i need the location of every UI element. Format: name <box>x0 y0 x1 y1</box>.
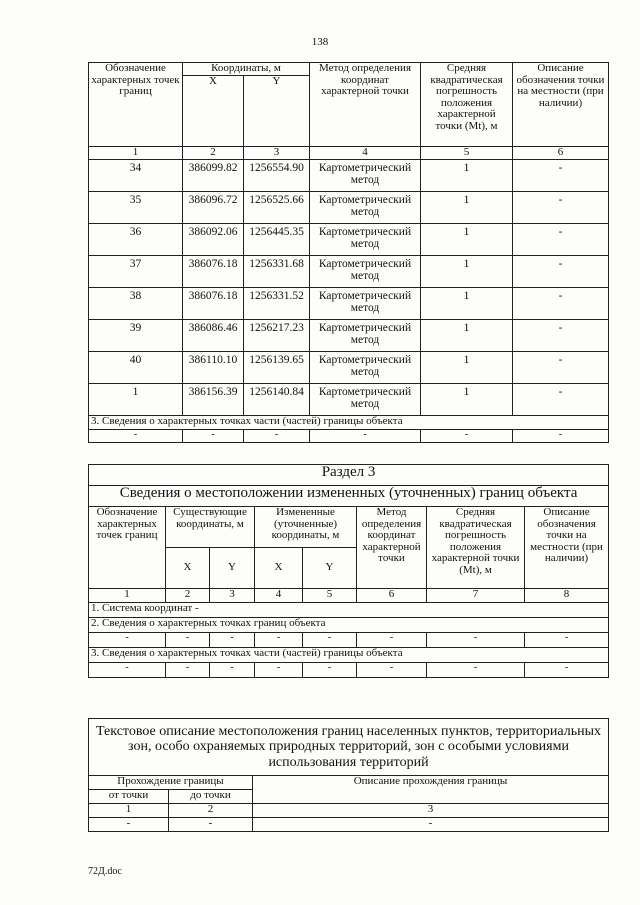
dash-cell: - <box>421 430 513 443</box>
error-cell: 1 <box>421 384 513 416</box>
footer-filename: 72Д.doc <box>88 866 122 877</box>
dash-cell: - <box>357 663 427 678</box>
method-cell: Картометрический метод <box>310 192 421 224</box>
dash-cell: - <box>255 663 303 678</box>
header-method: Метод определения координат характерной точки <box>310 63 421 147</box>
header-y: Y <box>303 548 357 589</box>
table-row <box>89 160 609 192</box>
coord-y: 1256554.90 <box>244 160 310 192</box>
dash-cell: - <box>89 663 166 678</box>
header-to-point: до точки <box>169 790 253 804</box>
coord-y: 1256331.68 <box>244 256 310 288</box>
section-label: 2. Сведения о характерных точках границ объекта <box>89 618 609 633</box>
point-number: 36 <box>89 224 183 256</box>
coord-x: 386076.18 <box>183 288 244 320</box>
header-x: X <box>183 76 244 147</box>
dash-cell: - <box>169 818 253 832</box>
col-number: 2 <box>166 589 210 603</box>
coord-x: 386156.39 <box>183 384 244 416</box>
dash-cell: - <box>89 633 166 648</box>
table-row <box>89 320 609 352</box>
header-x: X <box>166 548 210 589</box>
coord-y: 1256331.52 <box>244 288 310 320</box>
header-passage: Прохождение границы <box>89 776 253 790</box>
method-cell: Картометрический метод <box>310 224 421 256</box>
col-number: 8 <box>525 589 609 603</box>
dash-cell: - <box>255 633 303 648</box>
text-description-title: Текстовое описание местоположения границ населенных пунктов, территориальных зон, особо охраняемых природных территорий, зон с особыми условиями использования территорий <box>89 719 609 776</box>
method-cell: Картометрический метод <box>310 160 421 192</box>
col-number: 3 <box>244 147 310 160</box>
table-row <box>89 224 609 256</box>
error-cell: 1 <box>421 288 513 320</box>
error-cell: 1 <box>421 192 513 224</box>
col-number: 3 <box>210 589 255 603</box>
boundary-points-table <box>88 62 609 443</box>
header-y: Y <box>244 76 310 147</box>
coord-x: 386076.18 <box>183 256 244 288</box>
col-number: 6 <box>513 147 609 160</box>
error-cell: 1 <box>421 224 513 256</box>
col-number: 3 <box>253 804 609 818</box>
dash-cell: - <box>183 430 244 443</box>
description-cell: - <box>513 384 609 416</box>
method-cell: Картометрический метод <box>310 256 421 288</box>
col-number: 4 <box>255 589 303 603</box>
dash-cell: - <box>166 663 210 678</box>
col-number: 7 <box>427 589 525 603</box>
header-passage-description: Описание прохождения границы <box>253 776 609 804</box>
section3-table <box>88 464 609 678</box>
table-row <box>89 192 609 224</box>
point-number: 34 <box>89 160 183 192</box>
coord-y: 1256525.66 <box>244 192 310 224</box>
point-number: 1 <box>89 384 183 416</box>
col-number: 6 <box>357 589 427 603</box>
method-cell: Картометрический метод <box>310 320 421 352</box>
point-number: 35 <box>89 192 183 224</box>
description-cell: - <box>513 192 609 224</box>
point-number: 40 <box>89 352 183 384</box>
section-title: Раздел 3 <box>89 465 609 486</box>
col-number: 4 <box>310 147 421 160</box>
description-cell: - <box>513 160 609 192</box>
dash-cell: - <box>244 430 310 443</box>
header-coordinates: Координаты, м <box>183 63 310 76</box>
description-cell: - <box>513 288 609 320</box>
method-cell: Картометрический метод <box>310 384 421 416</box>
dash-cell: - <box>89 430 183 443</box>
section-label: 3. Сведения о характерных точках части (частей) границы объекта <box>89 416 609 430</box>
header-description: Описание обозначения точки на местности (при наличии) <box>525 507 609 589</box>
error-cell: 1 <box>421 320 513 352</box>
description-cell: - <box>513 224 609 256</box>
dash-cell: - <box>166 633 210 648</box>
description-cell: - <box>513 320 609 352</box>
header-x: X <box>255 548 303 589</box>
coord-x: 386099.82 <box>183 160 244 192</box>
dash-cell: - <box>513 430 609 443</box>
header-error: Средняя квадратическая погрешность положения характерной точки (Mt), м <box>421 63 513 147</box>
dash-cell: - <box>310 430 421 443</box>
header-existing-coordinates: Существующие координаты, м <box>166 507 255 548</box>
boundary-description-table <box>88 718 609 832</box>
header-designation: Обозначение характерных точек границ <box>89 507 166 589</box>
dash-cell: - <box>525 663 609 678</box>
method-cell: Картометрический метод <box>310 288 421 320</box>
coord-y: 1256139.65 <box>244 352 310 384</box>
error-cell: 1 <box>421 160 513 192</box>
dash-cell: - <box>357 633 427 648</box>
header-method: Метод определения координат характерной точки <box>357 507 427 589</box>
dash-cell: - <box>210 633 255 648</box>
header-error: Средняя квадратическая погрешность положения характерной точки (Mt), м <box>427 507 525 589</box>
header-y: Y <box>210 548 255 589</box>
method-cell: Картометрический метод <box>310 352 421 384</box>
coord-y: 1256217.23 <box>244 320 310 352</box>
table-row <box>89 288 609 320</box>
point-number: 37 <box>89 256 183 288</box>
coord-x: 386096.72 <box>183 192 244 224</box>
coord-x: 386110.10 <box>183 352 244 384</box>
table-row <box>89 352 609 384</box>
description-cell: - <box>513 256 609 288</box>
col-number: 5 <box>421 147 513 160</box>
dash-cell: - <box>427 633 525 648</box>
section-subtitle: Сведения о местоположении измененных (уточненных) границ объекта <box>89 486 609 507</box>
point-number: 38 <box>89 288 183 320</box>
header-changed-coordinates: Измененные (уточненные) координаты, м <box>255 507 357 548</box>
coord-x: 386092.06 <box>183 224 244 256</box>
col-number: 1 <box>89 147 183 160</box>
section-label: 3. Сведения о характерных точках части (частей) границы объекта <box>89 648 609 663</box>
page-number: 138 <box>311 36 329 48</box>
dash-cell: - <box>253 818 609 832</box>
table-row <box>89 256 609 288</box>
col-number: 2 <box>169 804 253 818</box>
header-from-point: от точки <box>89 790 169 804</box>
col-number: 1 <box>89 589 166 603</box>
dash-cell: - <box>89 818 169 832</box>
col-number: 2 <box>183 147 244 160</box>
header-description: Описание обозначения точки на местности (при наличии) <box>513 63 609 147</box>
dash-cell: - <box>303 663 357 678</box>
header-designation: Обозначение характерных точек границ <box>89 63 183 147</box>
dash-cell: - <box>427 663 525 678</box>
error-cell: 1 <box>421 256 513 288</box>
description-cell: - <box>513 352 609 384</box>
dash-cell: - <box>210 663 255 678</box>
error-cell: 1 <box>421 352 513 384</box>
point-number: 39 <box>89 320 183 352</box>
table-row <box>89 384 609 416</box>
dash-cell: - <box>303 633 357 648</box>
coordinate-system-label: 1. Система координат - <box>89 603 609 618</box>
dash-cell: - <box>525 633 609 648</box>
col-number: 5 <box>303 589 357 603</box>
coord-y: 1256445.35 <box>244 224 310 256</box>
coord-y: 1256140.84 <box>244 384 310 416</box>
coord-x: 386086.46 <box>183 320 244 352</box>
col-number: 1 <box>89 804 169 818</box>
